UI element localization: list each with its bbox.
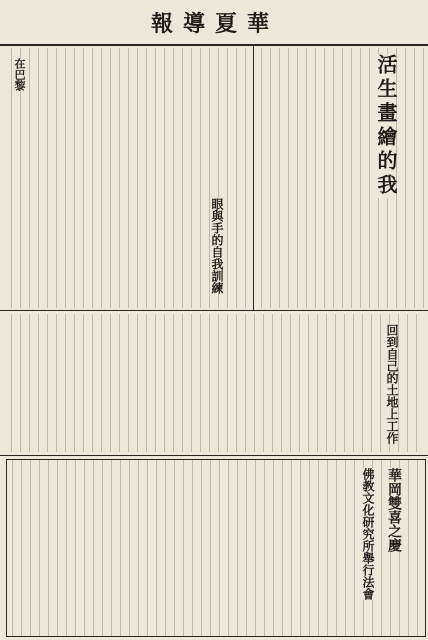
subheadline-buddhist-institute: 佛教文化研究所舉行法會 bbox=[361, 468, 375, 600]
article-eyes-hands bbox=[6, 48, 250, 308]
section-divider bbox=[0, 455, 428, 456]
main-headline: 活生畫繪的我 bbox=[374, 54, 398, 198]
subheadline-eyes-hands: 眼與手的自我訓練 bbox=[210, 198, 224, 294]
main-article bbox=[256, 48, 424, 308]
column-divider bbox=[253, 44, 254, 310]
article-huagang bbox=[6, 459, 426, 637]
subheadline-return-land: 回到自己的土地上工作 bbox=[385, 324, 399, 444]
subheadline-paris: 在巴黎 bbox=[13, 58, 26, 91]
article-return-to-land bbox=[6, 314, 424, 452]
section-divider bbox=[0, 310, 428, 311]
masthead-title: 報導夏華 bbox=[150, 10, 279, 37]
subheadline-huagang: 華岡雙喜之慶 bbox=[386, 468, 402, 552]
masthead bbox=[0, 0, 428, 46]
